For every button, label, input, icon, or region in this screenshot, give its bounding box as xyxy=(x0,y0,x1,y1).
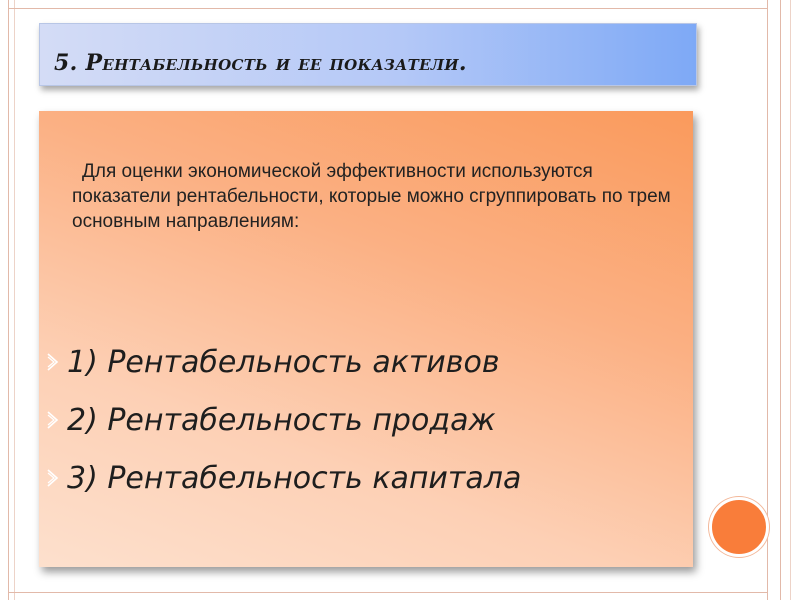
frame-line xyxy=(790,0,791,600)
frame-line xyxy=(14,0,15,600)
indicator-list xyxy=(47,333,521,507)
hollow-arrow-bullet-icon xyxy=(47,411,59,429)
list-item-label: 3) Рентабельность капитала xyxy=(67,460,522,496)
hollow-arrow-bullet-icon xyxy=(47,469,59,487)
content-box xyxy=(39,111,693,567)
list-item-label: 2) Рентабельность продаж xyxy=(67,402,496,438)
intro-paragraph: Для оценки экономической эффективности используются показатели рентабельности, которые можно сгруппировать по трем основным направлениям: xyxy=(72,161,671,232)
frame-line xyxy=(8,592,768,593)
decorative-circle xyxy=(709,497,769,557)
list-item xyxy=(47,391,521,449)
hollow-arrow-bullet-icon xyxy=(47,353,59,371)
list-item-label: 1) Рентабельность активов xyxy=(67,344,500,380)
slide-title: 5. Рентабельность и ее показатели. xyxy=(54,50,467,76)
frame-line xyxy=(780,0,781,600)
list-item xyxy=(47,333,521,391)
frame-line xyxy=(767,0,768,600)
title-box xyxy=(39,23,697,86)
frame-line xyxy=(8,0,9,600)
frame-line xyxy=(8,8,768,9)
list-item xyxy=(47,449,521,507)
